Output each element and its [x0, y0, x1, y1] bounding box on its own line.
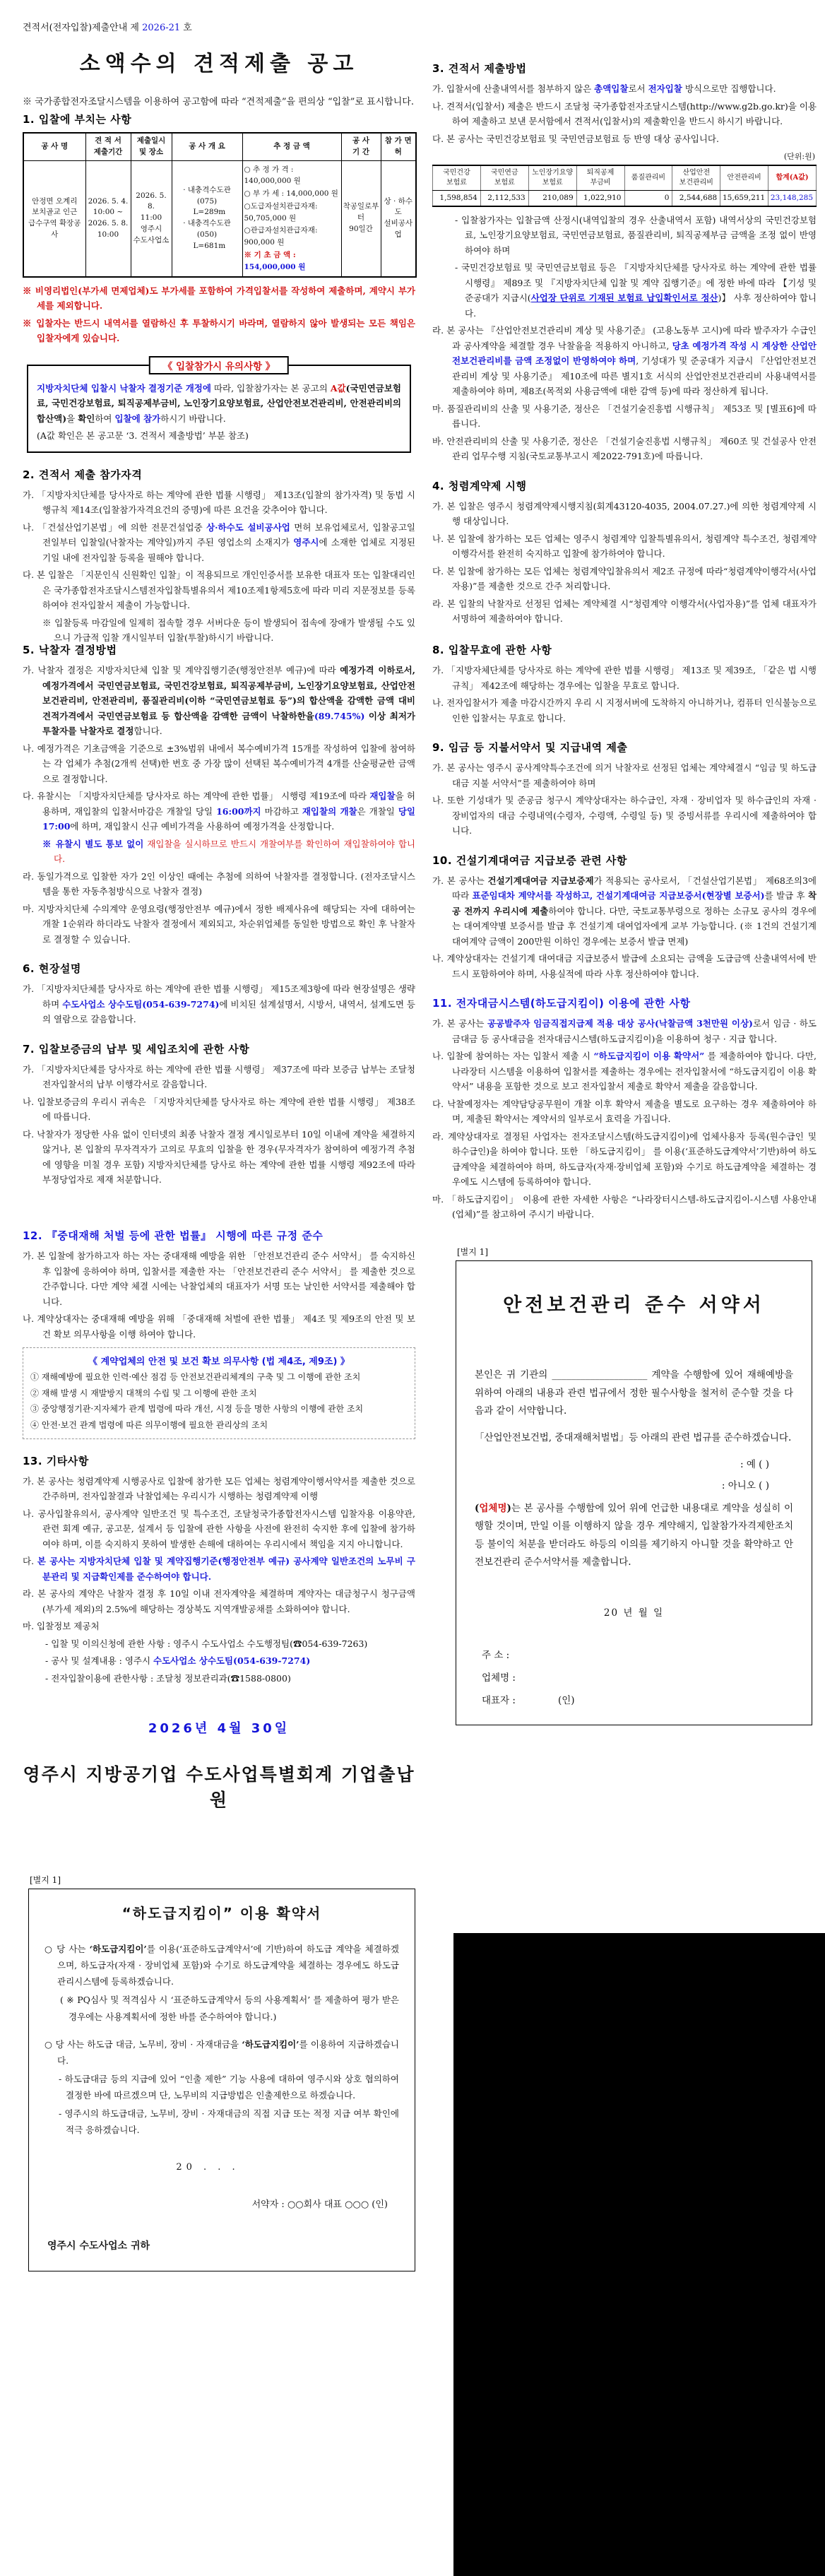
text-segment: (	[475, 1502, 480, 1514]
text-segment: 가. 본 공사는 영주시 공사계약특수조건에 의거 낙찰자로 선정된 업체는 계약체결시 “임금 및 하도급대금 지불 서약서”를 제출하여야 하며	[432, 762, 817, 788]
text-segment: 가. 본 공사는	[432, 875, 488, 886]
text-segment: 가. 「지방자치단체를 당사자로 하는 계약에 관한 법률 시행령」 제13조(입찰의 참가자격) 및 동법 시행규칙 제14조(입찰참가자격요건의 증명)에 따른 요건을 갖추어야 합니다.	[23, 489, 415, 516]
section11-heading: 11. 전자대금시스템(하도급지킴이) 이용에 관한 사항	[432, 997, 691, 1010]
ceo-label: 대표자 :	[482, 1695, 516, 1707]
text-segment: ① 재해예방에 필요한 인력·예산 점검 등 안전보건관리체계의 구축 및 그 이행에 관한 조치	[30, 1372, 361, 1382]
text-segment: )】 사후 정산하여야 합니다.	[465, 293, 817, 319]
text-segment: 입찰에 참가	[114, 413, 161, 424]
list-item	[23, 1127, 415, 1188]
text-segment: ※ 비영리법인(부가세 면제업체)도 부가세를 포함하여 가격입찰서를 작성하여 제출하며, 계약시 부가세를 제외합니다.	[23, 285, 415, 312]
hadogeup-title: “하도급지킴이” 이용 확약서	[121, 1905, 322, 1922]
scan-black-region	[453, 1933, 825, 2576]
list-item	[23, 1671, 415, 1686]
text-segment: 라. 본 공사는 『산업안전보건관리비 계상 및 사용기준』 (고용노동부 고시)에 따라 발주자가 수급인과 공사계약을 체결할 경우 낙찰율을 적용하지 아니하고,	[432, 325, 817, 351]
text-segment: 영주시	[293, 537, 319, 548]
text-segment: 로서 임금 · 하도금대금 등 공사대금을 전자대금시스템(하도급지킴이)을 이용하여 청구 · 지급 합니다.	[452, 1018, 817, 1044]
list-item	[432, 596, 817, 627]
text-segment: 상·하수도 설비공사업	[206, 521, 290, 533]
text-segment: ※ 유찰시 별도 통보 없이	[42, 838, 144, 849]
text-segment: ○ 추 정 가 격 : 140,000,000 원	[244, 165, 301, 186]
text-segment: 가. 「지방자치단체를 당사자로 하는 계약에 관한 법률 시행령」 제37조에 따라 보증금 납부는 조달청 전자입찰서의 납부 이행각서로 갈음합니다.	[23, 1063, 415, 1089]
list-item	[432, 564, 817, 594]
list-item	[23, 1586, 415, 1617]
text-segment: ‘하도급지킴이’	[89, 1944, 147, 1954]
section3-items	[432, 81, 817, 146]
text-segment: 나. 견적서(입찰서) 제출은 반드시 조달청 국가종합전자조달시스템(http://www.g2b.go.kr)을 이용하여 제출하고 보낸 문서함에서 견적서(입찰서)의 제출확인을 반드시 하시기 바랍니다.	[432, 100, 817, 126]
section4-items	[432, 499, 817, 627]
pledge-address-field[interactable]: 주 소 :	[482, 1650, 510, 1662]
list-item	[432, 793, 817, 839]
text-segment: 건설기계대여금 지급보증제	[487, 875, 594, 886]
page2-right-column	[432, 638, 817, 1224]
col-longtermcare-ins: 노인장기요양 보험료	[528, 165, 576, 191]
section13-items	[23, 1474, 415, 1686]
text-segment: 가. 본 공사는	[432, 1018, 487, 1029]
list-item	[432, 99, 817, 129]
text-segment: ‘하도급지킴이’	[242, 2038, 299, 2050]
list-item	[23, 488, 415, 518]
cell-overview: · 내충격수도관(075) L=289m · 내충격수도관(050) L=681m	[172, 160, 242, 277]
list-item	[30, 1402, 408, 1417]
col-license: 참 가 면 허	[381, 133, 416, 160]
page1-right-column	[432, 57, 817, 629]
text-segment: 가. 「지방자체단체를 당사자로 하는 계약에 관한 법률 시행령」 제13조 및 제39조, 「같은 법 시행규칙」 제42조에 해당하는 경우에는 입찰을 무효로 합니다.	[432, 665, 817, 691]
cell-amounts	[242, 160, 341, 277]
unit-label: (단위:원)	[783, 152, 815, 161]
col-amount: 추 정 금 액	[242, 133, 341, 160]
text-segment: 나. 공사입찰유의서, 공사계약 일반조건 및 특수조건, 조달청국가종합전자시스템 입찰자용 이용약관, 관련 회계 예규, 공고문, 설계서 등 입찰에 관한 사항을 사전에 완전히 숙지한 후에 입찰에 참가하여야 하며, 이를 숙지하지 못하여 발생한 손해에 대하여는 우리시에서 책임을 지지 아니합니다.	[23, 1508, 415, 1549]
list-item	[23, 520, 415, 566]
list-item	[432, 695, 817, 726]
text-segment: 가. 「지방자치단체를 당사자로 하는 계약에 관한 법률 시행령」 제15조제3항에 따라 현장설명은 생략하며	[23, 983, 415, 1010]
list-item	[23, 567, 415, 613]
section8-items	[432, 663, 817, 726]
text-segment: 에 비치된 설계설명서, 시방서, 내역서, 설계도면 등의 열람으로 갈음합니다.	[42, 998, 416, 1024]
text-segment: 전자입찰	[648, 83, 682, 94]
pledge-yes-option[interactable]: : 예 ( )	[740, 1458, 769, 1470]
list-item	[432, 401, 817, 432]
section11-items	[432, 1016, 817, 1222]
list-item	[432, 1192, 817, 1222]
announcement-date: 2026년 4월 30일	[148, 1721, 290, 1736]
cell-period: 2026. 5. 4. 10:00 ~ 2026. 5. 8. 10:00	[85, 160, 131, 277]
text-segment: 확인	[78, 413, 95, 424]
list-item	[23, 869, 415, 899]
col-overview: 공 사 개 요	[172, 133, 242, 160]
col-project: 공 사 명	[23, 133, 85, 160]
text-segment: 나. 입찰에 참여하는 자는 입찰서 제출 시	[432, 1051, 594, 1061]
pledge-ceo-field[interactable]	[482, 1692, 793, 1706]
a-value-table	[432, 165, 817, 207]
val-quality: 0	[624, 191, 672, 206]
col-total-a: 합계(A값)	[768, 165, 817, 191]
text-segment: 가. 본 공사는 청렴계약제 시행공사로 입찰에 참가한 모든 업체는 청렴계약이행서약서를 제출한 것으로 간주하며, 전자입찰결과 낙찰업체는 우리시가 시행하는 청렴계약제 이행	[23, 1475, 415, 1501]
val-longtermcare-ins: 210,089	[528, 191, 576, 206]
hadogeup-items	[44, 1941, 399, 2138]
text-segment: 를 발급 후	[764, 890, 808, 901]
section1-heading: 1. 입찰에 부치는 사항	[23, 113, 132, 126]
list-item	[23, 1554, 415, 1584]
list-item	[23, 1062, 415, 1092]
list-item	[244, 249, 340, 273]
list-item	[23, 1094, 415, 1125]
section7-items	[23, 1062, 415, 1188]
text-segment: 다. 본 입찰은 「지문인식 신원확인 입찰」이 적용되므로 개인인증서를 보유한 대표자 또는 입찰대리인은 국가종합전자조달시스템전자입찰특별유의서 제10조제1항제5호에 따라 미리 지문정보를 등록하여야 전자입찰서 제출이 가능합니다.	[23, 569, 415, 611]
text-segment: 마. 입찰정보 제공처	[23, 1621, 100, 1631]
text-segment: 재입찰의 개찰	[302, 805, 357, 817]
bid-summary-table	[23, 132, 417, 278]
list-item	[23, 1311, 415, 1342]
text-segment: 다.	[23, 1556, 37, 1566]
list-item	[23, 1619, 415, 1634]
text-segment: 나. 계약상대자는 건설기계 대여대금 지급보증서 발급에 소요되는 금액을 도급금액 산출내역서에 반드시 포함하여야 하며, 사용실적에 따라 사후 정산하여야 합니다.	[432, 953, 817, 979]
cell-license: 상 · 하수도 설비공사업	[381, 160, 416, 277]
text-segment: - 하도급대금 등의 지급에 있어 “인출 제한” 기능 사용에 대하여 영주시와 상호 협의하여 결정한 바에 따르겠으며 단, 노무비의 지급방법은 인출제한으로 하겠습니다.	[59, 2073, 399, 2101]
val-safety-mgmt: 15,659,211	[720, 191, 768, 206]
text-segment: ○도급자설치관급자재: 50,705,000 원	[244, 201, 318, 223]
text-segment: A값	[330, 382, 346, 394]
list-item	[44, 1941, 399, 1990]
text-segment: 재입찰	[369, 791, 396, 801]
list-item	[23, 837, 415, 867]
text-segment: 을	[66, 413, 78, 424]
text-segment: 수도사업소 상수도팀(054-639-7274)	[153, 1655, 311, 1666]
text-segment: 나. 전자입찰서가 제출 마감시간까지 우리 시 지정서버에 도착하지 아니하거나, 컴퓨터 인식불능으로 인한 입찰서는 무효로 합니다.	[432, 697, 817, 723]
text-segment: 지방자치단체 입찰시 낙찰자 결정기준 개정에	[37, 382, 211, 394]
text-segment: 는 본 공사를 수행함에 있어 위에 언급한 내용대로 계약을 성실히 이행할 것이며, 만일 이를 이행하지 않을 경우 계약해지, 입찰참가자격제한조치 등 불이익 처분을 받더라도 하등의 이의를 제기하지 아니할 것을 확약하고 안전보건관리 준수서약서를 제출합니다.	[475, 1502, 793, 1568]
text-segment: 나. 예정가격은 기초금액을 기준으로 ±3%범위 내에서 복수예비가격 15개를 작성하여 입찰에 참여하는 각 업체가 추첨(2개씩 선택)한 번호 중 가장 많이 선택된 복수예비가격 4개를 산술평균한 금액으로 결정합니다.	[23, 743, 415, 784]
cell-submit: 2026. 5. 8. 11:00 영주시 수도사업소	[131, 160, 172, 277]
section2-heading: 2. 견적서 제출 참가자격	[23, 468, 143, 481]
text-segment: 당초 예정가격 작성 시 계상한 산업안전보건관리비를 금액 조정없이 반영하여야 하며	[452, 340, 817, 367]
document-ref-line	[23, 20, 415, 33]
text-segment: 라. 계약상대자로 결정된 사업자는 전자조달시스템(하도급지킴이)에 업체사용자 등록(원수급인 및 하수급인)을 하여야 합니다. 또한 「하도급지킴이」 를 이용(‘표준하도급계약서’기반)하여 하도급계약을 체결하여야 하며, 하도급자(자재·장비업체 포함)와 수기로 하도급계약을 체결하는 경우에도 시스템에 등록하여야 합니다.	[432, 1130, 817, 1187]
section4-heading: 4. 청렴계약제 시행	[432, 479, 527, 492]
section8-heading: 8. 입찰무효에 관한 사항	[432, 644, 552, 656]
text-segment: , 기성대가 및 준공대가 지급시 『산업안전보건관리비 계상 및 사용기준』 제10조에 따른 별지1호 서식의 산업안전보건관리비 사용내역서를 제출하여야 하며, 제8조(목적외 사용금액에 대한 감액 등)에 따라 정산하게 됩니다.	[452, 355, 817, 397]
text-segment: 수도사업소 상수도팀(054-639-7274)	[62, 998, 220, 1010]
section7-heading: 7. 입찰보증금의 납부 및 세입조치에 관한 사항	[23, 1042, 250, 1056]
list-item	[44, 2105, 399, 2138]
text-segment: 본 공사는 지방자치단체 입찰 및 계약집행기준(행정안전부 예규) 공사계약 일반조건의 노무비 구분관리 및 지급확인제를 준수하여야 합니다.	[37, 1556, 415, 1582]
safety-duty-box-title: 《 계약업체의 안전 및 보건 확보 의무사항 (법 제4조, 제9조) 》	[88, 1357, 350, 1367]
col-retirement: 퇴직공제 부금비	[576, 165, 624, 191]
text-segment: 은 개찰일	[357, 805, 398, 817]
hadogeup-recipient: 영주시 수도사업소 귀하	[47, 2240, 150, 2252]
section5-items	[23, 663, 415, 947]
pledge-paragraph-1: 본인은 귀 기관의 ____________________ 계약을 수행함에 있어 재해예방을 위하여 아래의 내용과 관련 법규에서 정한 필수사항을 철저히 준수할 것을 다음과 같이 서약합니다.	[475, 1369, 793, 1417]
text-segment: ○ 부 가 세 : 14,000,000 원	[244, 189, 338, 199]
list-item	[244, 164, 340, 188]
text-segment: 가. 낙찰자 결정은 지방자치단체 입찰 및 계약집행기준(행정안전부 예규)에 따라	[23, 665, 340, 675]
list-item	[44, 2036, 399, 2069]
page1-left-column	[23, 20, 415, 648]
list-item	[23, 1474, 415, 1504]
safety-duty-box	[23, 1347, 415, 1439]
text-segment: 합니다.	[133, 726, 162, 736]
text-segment: ※ 입찰자는 반드시 내역서를 열람하신 후 투찰하시기 바라며, 열람하지 않아 발생되는 모든 책임은 입찰자에게 있습니다.	[23, 317, 415, 344]
attachment1-safety-pledge	[456, 1246, 812, 1725]
a-value-header-row	[433, 165, 817, 191]
table-header-row	[23, 133, 416, 160]
section2-items	[23, 488, 415, 646]
notice-body2: (A값 확인은 본 공고문 ‘3. 견적서 제출방법’ 부분 참조)	[37, 430, 249, 442]
text-segment: 총액입찰	[594, 83, 629, 94]
text-segment: 다. 낙찰예정자는 계약담당공무원이 개찰 이후 확약서 제출을 별도로 요구하는 경우 제출하여야 하며, 제출된 확약서는 계약서의 일부로서 효력을 가집니다.	[432, 1098, 817, 1124]
val-health-ins: 1,598,854	[433, 191, 481, 206]
page3-left-column	[23, 1224, 415, 1812]
pledge-company-field[interactable]: 업체명 :	[482, 1672, 516, 1684]
text-segment: (89.745%)	[314, 710, 365, 721]
text-segment: 이상 최저가 투찰자를 낙찰자로 결정	[42, 710, 415, 736]
list-item	[432, 1016, 817, 1046]
text-segment: ○ 당 사는 하도급 대금, 노무비, 장비 · 자재대금을	[44, 2038, 242, 2050]
text-segment: 하시기 바랍니다.	[160, 413, 226, 424]
text-segment: 154,000,000 원	[244, 262, 306, 271]
text-segment: 마감하고	[261, 805, 302, 817]
text-segment: 다. 낙찰자가 정당한 사유 없이 인터넷의 최종 낙찰자 결정 게시일로부터 10일 이내에 계약을 체결하지 않거나, 본 입찰의 무자격자가 고의로 무효의 입찰을 한 경우(무자격자가 참여하여 예정가격 추첨에 영향을 미칠 경우 포함) 지방자치단체를 당사로 하는 계약에 관한 법률 시행령 제92조에 따라 부정당업자로 제재 처분합니다.	[23, 1128, 415, 1185]
text-segment: ※ 기 초 금 액 :	[244, 251, 296, 260]
text-segment: ④ 안전·보건 관계 법령에 따른 의무이행에 필요한 관리상의 조치	[30, 1419, 268, 1430]
list-item	[23, 788, 415, 834]
page-title: 소액수의 견적제출 공고	[79, 52, 359, 76]
text-segment: 를 제출하여야 합니다. 다만, 나라장터 시스템을 이용하여 입찰서를 제출하는 경우에는 전자입찰서에 “하도급지킴이 이용 확약서” 내용을 포함한 것으로 보고 전자입찰서 제출로 확약서 제출을 갈음합니다.	[452, 1051, 817, 1092]
val-retirement: 1,022,910	[576, 191, 624, 206]
text-segment: )	[506, 1502, 511, 1514]
text-segment: 다. 유찰시는 「지방자치단체를 당사자로 하는 계약에 관한 법률」 시행령 제19조에 따라	[23, 791, 370, 801]
section5-heading: 5. 낙찰자 결정방법	[23, 644, 117, 656]
list-item	[30, 1370, 408, 1385]
section3-items-2	[432, 213, 817, 464]
col-duration: 공 사 기 간	[341, 133, 381, 160]
table-red-notes	[23, 283, 415, 346]
hadogeup-formbox	[28, 1889, 415, 2271]
section6-items	[23, 981, 415, 1027]
section10-heading: 10. 건설기계대여금 지급보증 관련 사항	[432, 853, 627, 867]
safety-pledge-title: 안전보건관리 준수 서약서	[503, 1294, 765, 1316]
attachment-label: [별지 1]	[457, 1247, 488, 1257]
text-segment: ( ※ PQ심사 및 적격심사 시 ‘표준하도급계약서 등의 사용계획서’ 를 제출하여 평가 받은 경우에는 사용계획서에 정한 바를 준수하여야 합니다.)	[60, 1995, 399, 2022]
text-segment: 를 이용하여 지급하겠습니다.	[57, 2038, 399, 2066]
pledge-date-line[interactable]: 20 년 월 일	[603, 1607, 665, 1619]
text-segment: ○관급자설치관급자재: 900,000 원	[244, 226, 318, 247]
page2-left-column	[23, 638, 415, 1190]
cell-duration: 착공일로부터 90일간	[341, 160, 381, 277]
text-segment: 마. 품질관리비의 산출 및 사용기준, 정산은 「건설기술진흥법 시행규칙」 제53조 및 [별표6]에 따릅니다.	[432, 403, 817, 430]
text-segment: - 공사 및 설계내용 : 영주시	[45, 1655, 154, 1666]
text-segment: 라. 본 입찰의 낙찰자로 선정된 업체는 계약체결 시“청렴계약 이행각서(사업자용)”를 업체 대표자가 서명하여 제출하여야 합니다.	[432, 598, 817, 625]
hadogeup-signer-line[interactable]: 서약자 : ○○회사 대표 ○○○ (인)	[251, 2199, 388, 2211]
text-segment: 따라, 입찰참가자는 본 공고의	[210, 382, 331, 394]
attachment-label-2: [별지 1]	[30, 1875, 61, 1885]
text-segment: 하여	[95, 413, 115, 424]
text-segment: 나. 계약상대자는 중대재해 예방을 위해 「중대재해 처벌에 관한 법률」 제4조 및 제9조의 안전 및 보건 확보 의무사항을 이행 하여야 합니다.	[23, 1313, 415, 1340]
text-segment: 바. 안전관리비의 산출 및 사용기준, 정산은 「건설기술진흥법 시행규칙」 제60조 및 건설공사 안전관리 업무수행 지침(국토교통부고시 제2022-791호)에 따릅니다.	[432, 435, 817, 462]
col-submit: 제출일시 및 장소	[131, 133, 172, 160]
section12-heading: 12. 『중대재해 처벌 등에 관한 법률』 시행에 따른 규정 준수	[23, 1229, 324, 1242]
text-segment: 가. 본 입찰에 참가하고자 하는 자는 중대재해 예방을 위한 「안전보건관리 준수 서약서」 를 숙지하신 후 입찰에 응하여야 하며, 입찰서를 제출한 자는 「안전보건관리 준수 서약서」 를 제출한 것으로 간주합니다. 다만 계약 체결 시에는 낙찰업체의 대표자가 서명 또는 날인한 서약서를 제출해야 합니다.	[23, 1251, 415, 1307]
text-segment: 가 적용되는 공사로서, 「건설산업기본법」 제68조의3에 따라	[452, 875, 817, 901]
safety-duty-items	[30, 1370, 408, 1433]
text-segment: 가. 입찰서에 산출내역서를 첨부하지 않은	[432, 83, 595, 94]
col-pension-ins: 국민연금 보험료	[480, 165, 528, 191]
section13-heading: 13. 기타사항	[23, 1454, 89, 1467]
list-item	[23, 741, 415, 787]
text-segment: 사업장 단위로 기재된 보험료 납입확인서로 정산	[530, 293, 718, 304]
list-item	[432, 873, 817, 950]
list-item	[432, 81, 817, 97]
list-item	[432, 760, 817, 791]
text-segment: - 입찰참가자는 입찰금액 산정시(내역입찰의 경우 산출내역서 포함) 내역서상의 국민건강보험료, 노인장기요양보험료, 국민연금보험료, 품질관리비, 퇴직공제부금 금액을 조정 없이 반영하여야 하며	[455, 214, 817, 256]
val-total-a: 23,148,285	[768, 191, 817, 206]
list-item	[244, 201, 340, 225]
section9-items	[432, 760, 817, 839]
pledge-paragraph-3	[475, 1500, 793, 1573]
text-segment: 가. 본 입찰은 영주시 청렴계약제시행지침(회계43120-4035, 2004.07.27.)에 의한 청렴계약제 시행 대상입니다.	[432, 500, 817, 527]
text-segment: 나. 「건설산업기본법」에 의한 전문건설업중	[23, 521, 207, 533]
seal-mark: (인)	[557, 1695, 575, 1707]
text-segment: ② 재해 발생 시 재발방지 대책의 수립 및 그 이행에 관한 조치	[30, 1388, 257, 1398]
val-industrial-safety: 2,544,688	[672, 191, 720, 206]
text-segment: 나. 입찰보증금의 우리시 귀속은 「지방자치단체를 당사자로 하는 계약에 관한 법률 시행령」 제38조에 따릅니다.	[23, 1096, 415, 1122]
text-segment: 공공발주자 임금직접지급제 적용 대상 공사(낙찰금액 3천만원 이상)	[487, 1018, 753, 1029]
text-segment: 를 이용(‘표준하도급계약서’에 기반)하여 하도급 계약을 체결하겠으며, 하도급자(자재 · 장비업체 포함)와 수기로 하도급계약을 체결하는 경우에도 하도급 관리시스템에 등록하겠습니다.	[57, 1944, 399, 1987]
bidder-notice-box	[27, 360, 411, 453]
text-segment: 나. 또한 기성대가 및 준공금 청구시 계약상대자는 하수급인, 자재 · 장비업자 및 하수급인의 자재 · 장비업자의 대금 수령내역(수령자, 수령액, 수령일 등) 및 증빙서류를 우리시에 제출하여야 합니다.	[432, 795, 817, 836]
col-safety-mgmt: 안전관리비	[720, 165, 768, 191]
notice-body	[37, 381, 401, 427]
list-item	[432, 1048, 817, 1094]
list-item	[23, 1506, 415, 1552]
section12-items	[23, 1248, 415, 1342]
list-item	[432, 131, 817, 147]
ref-prefix: 견적서(전자입찰)제출안내 제	[23, 23, 139, 33]
list-item	[244, 188, 340, 200]
list-item	[432, 1097, 817, 1127]
list-item	[432, 951, 817, 981]
col-health-ins: 국민건강 보험료	[433, 165, 481, 191]
section9-heading: 9. 임금 등 지불서약서 및 지급내역 제출	[432, 741, 628, 754]
col-quality: 품질관리비	[624, 165, 672, 191]
text-segment: ○ 당 사는	[44, 1944, 90, 1954]
list-item	[432, 260, 817, 321]
list-item	[44, 1992, 399, 2024]
cell-project-name: 안정면 오계리 보치골교 인근 급수구역 확장공사	[23, 160, 85, 277]
list-item	[432, 213, 817, 259]
text-segment: “하도급지킴이 이용 확약서”	[593, 1051, 705, 1061]
list-item	[432, 434, 817, 464]
text-segment: 예정가격 이하로서, 예정가격에서 국민연금보험료, 국민건강보험료, 퇴직공제부금비, 노인장기요양보험료, 산업안전보건관리비, 안전관리비, 품질관리비(이하 “국민연금보험료 등”)의 합산액을 감액한 금액 대비 견적가격에서 국민연금보험료 등 합산액을 감액한 금액이 낙찰하한율	[42, 665, 416, 721]
text-segment: 마. 지방자치단체 수의계약 운영요령(행정안전부 예규)에서 정한 배제사유에 해당되는 자에 대하여는 개찰 1순위라 하더라도 낙찰자 결정에서 제외되고, 차순위업체를 동일한 방법으로 확인 후 낙찰자로 결정할 수 있습니다.	[23, 903, 415, 945]
text-segment: 하여야 합니다. 다만, 국토교통부령으로 정하는 소규모 공사의 경우에는 대여계약별 보증서를 발급 후 건설기계 대여업자에게 교부 가능합니다. (※ 1건의 건설기계 대여계약 금액이 200만원 이하인 경우에는 보증서 발급 면제)	[452, 905, 817, 947]
list-item	[23, 1248, 415, 1309]
issuing-authority: 영주시 지방공기업 수도사업특별회계 기업출납원	[23, 1764, 415, 1810]
text-segment: - 전자입찰이용에 관한사항 : 조달청 정보관리과(☎1588-0800)	[45, 1672, 291, 1684]
text-segment: 다. 본 공사는 국민건강보험료 및 국민연금보험료 등 반영 대상 공사입니다.	[432, 133, 719, 144]
text-segment: 방식으로만 집행합니다.	[682, 83, 776, 94]
text-segment: - 영주시의 하도급대금, 노무비, 장비 · 자재대금의 직접 지급 또는 적정 지급 여부 확인에 적극 응하겠습니다.	[59, 2108, 399, 2136]
text-segment: 에 소재한 업체로 지정된 기일 내에 전자입찰 등록을 필해야 합니다.	[42, 537, 416, 563]
ref-suffix: 호	[183, 23, 192, 33]
list-item	[30, 1386, 408, 1401]
text-segment: 나. 본 입찰에 참가하는 모든 업체는 영주시 청렴계약 입찰특별유의서, 청렴계약 특수조건, 청렴계약 이행각서를 완전히 숙지하고 입찰에 참가하여야 합니다.	[432, 533, 817, 560]
text-segment: 라. 본 공사의 계약은 낙찰자 결정 후 10일 이내 전자계약을 체결하며 계약자는 대금청구시 청구금액(부가세 제외)의 2.5%에 해당하는 경상북도 지역개발공채를 소화하여야 합니다.	[23, 1588, 415, 1614]
text-segment: 재입찰을 실시하므로 반드시 개찰여부를 확인하여 재입찰하여야 합니다.	[54, 838, 415, 864]
text-segment: 로서	[628, 83, 648, 94]
list-item	[23, 1653, 415, 1669]
text-segment: ※ 입찰등록 마감일에 일제히 접속할 경우 서버다운 등이 발생되어 접속에 장애가 발생될 수도 있으니 가급적 입찰 개시일부터 입찰(투찰)하시기 바랍니다.	[42, 617, 415, 644]
list-item	[432, 663, 817, 693]
list-item	[432, 1129, 817, 1190]
list-item	[244, 225, 340, 249]
list-item	[432, 531, 817, 562]
a-value-row	[433, 191, 817, 206]
text-segment: ③ 중앙행정기관·지자체가 관계 법령에 따라 개선, 시정 등을 명한 사항의 이행에 관한 조치	[30, 1404, 364, 1414]
col-period: 견 적 서 제출기간	[85, 133, 131, 160]
text-segment: 16:00까지	[216, 805, 261, 817]
text-segment: (국민연금보험료, 국민건강보험료, 퇴직공제부금비, 노인장기요양보험료, 산업안전보건관리비, 안전관리비의 합산액)	[37, 382, 401, 424]
header-note: ※ 국가종합전자조달시스템을 이용하여 공고함에 따라 “견적제출”을 편의상 “입찰”로 표시합니다.	[23, 97, 414, 107]
list-item	[432, 323, 817, 399]
text-segment: 착공 전까지 우리시에 제출	[452, 890, 817, 916]
list-item	[23, 902, 415, 947]
list-item	[23, 981, 415, 1027]
text-segment: - 국민건강보험료 및 국민연금보험료 등은 『지방자치단체를 당사자로 하는 계약에 관한 법률 시행령』 제89조 및 『지방자치단체 입찰 및 계약 집행기준』에 정한 바에 따라 【기성 및 준공대가 지급시(	[455, 262, 817, 304]
list-item	[23, 1636, 415, 1652]
list-item	[23, 663, 415, 739]
section3-heading: 3. 견적서 제출방법	[432, 62, 527, 75]
section6-heading: 6. 현장설명	[23, 962, 81, 975]
text-segment: 면허 보유업체로서, 입찰공고일 전일부터 입찰일(낙찰자는 계약일)까지 주된 영업소의 소재지가	[42, 521, 415, 548]
attachment2-hadogeup-agreement	[28, 1874, 415, 2271]
text-segment: 다. 본 입찰에 참가하는 모든 업체는 청렴계약입찰유의서 제2조 규정에 따라“청렴계약이행각서(사업자용)”를 제출한 것으로 간주 처리합니다.	[432, 565, 817, 592]
text-segment: 당일 17:00	[42, 805, 415, 832]
list-item	[30, 1418, 408, 1433]
text-segment: - 입찰 및 이의신청에 관한 사항 : 영주시 수도사업소 수도행정팀(☎054-639-7263)	[45, 1638, 368, 1649]
list-item	[432, 499, 817, 529]
text-segment: 을 허용하며, 재입찰의 입찰서마감은 개찰일 당일	[42, 791, 415, 817]
list-item	[44, 2071, 399, 2103]
list-item	[23, 316, 415, 346]
text-segment: 라. 동일가격으로 입찰한 자가 2인 이상인 때에는 추첨에 의하여 낙찰자를 결정합니다. (전자조달시스템을 통한 자동추첨방식으로 낙찰자 결정)	[23, 870, 415, 897]
safety-pledge-formbox	[456, 1260, 812, 1725]
notice-box-title: 《 입찰참가시 유의사항 》	[149, 356, 289, 374]
text-segment: 에 하며, 재입찰시 신규 예비가격을 사용하여 예정가격을 산정합니다.	[70, 821, 335, 832]
val-pension-ins: 2,112,533	[480, 191, 528, 206]
section10-items	[432, 873, 817, 982]
table-row	[23, 160, 416, 277]
ref-number: 2026-21	[142, 23, 181, 33]
list-item	[23, 283, 415, 314]
text-segment: 업체명	[479, 1502, 507, 1514]
text-segment: 표준임대차 계약서를 작성하고, 건설기계대여금 지급보증서(현장별 보증서)	[472, 890, 765, 901]
text-segment: 마. 「하도급지킴이」 이용에 관한 자세한 사항은 “나라장터시스템-하도급지킴이-시스템 사용안내(업체)”를 참고하여 주시기 바랍니다.	[432, 1193, 817, 1219]
pledge-no-option[interactable]: : 아니오 ( )	[721, 1479, 769, 1491]
pledge-paragraph-2: 「산업안전보건법, 중대재해처벌법」등 아래의 관련 법규를 준수하겠습니다.	[475, 1431, 792, 1443]
col-industrial-safety: 산업안전 보건관리비	[672, 165, 720, 191]
hadogeup-date-line[interactable]: 20 . . .	[176, 2162, 239, 2173]
